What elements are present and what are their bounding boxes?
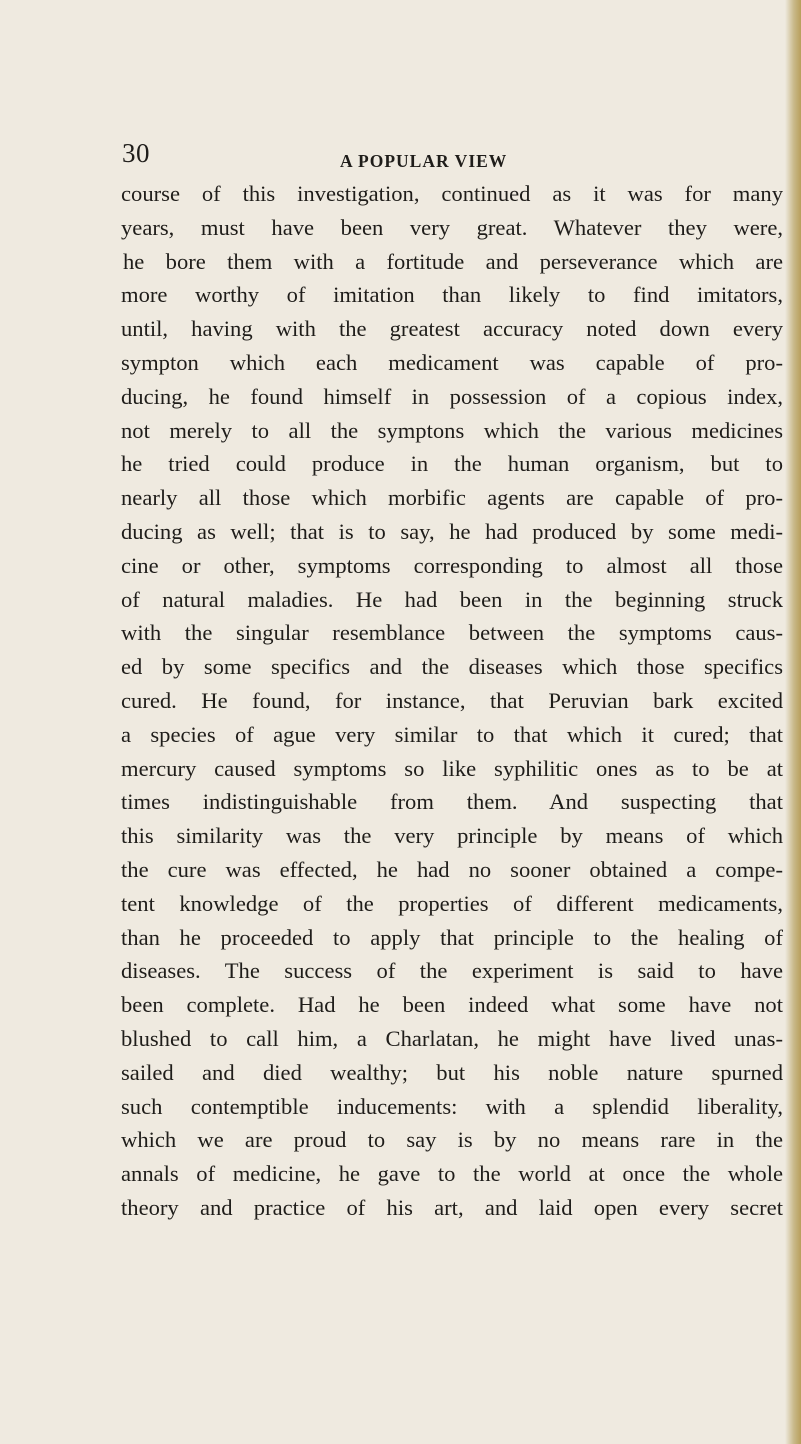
text-line: of natural maladies. He had been in the beginning struck (121, 586, 783, 612)
text-line: years, must have been very great. Whatever they were, (121, 214, 783, 240)
text-line: diseases. The success of the experiment is said to have (121, 958, 783, 984)
text-line: been complete. Had he been indeed what some have not (121, 992, 783, 1018)
text-line: he bore them with a fortitude and perseverance which are (123, 248, 783, 274)
text-line: than he proceeded to apply that principle to the healing of (121, 924, 783, 950)
text-line: not merely to all the symptons which the various medicines (121, 417, 783, 443)
text-line: blushed to call him, a Charlatan, he might have lived unas- (121, 1025, 783, 1051)
text-line: ducing as well; that is to say, he had produced by some medi- (121, 518, 783, 544)
text-line: a species of ague very similar to that which it cured; that (121, 721, 783, 747)
text-line: ed by some specifics and the diseases which those specifics (121, 654, 783, 680)
body-text (121, 177, 783, 1225)
text-line: theory and practice of his art, and laid open every secret (121, 1194, 783, 1220)
text-line: tent knowledge of the properties of different medicaments, (121, 890, 783, 916)
text-line: annals of medicine, he gave to the world at once the whole (121, 1161, 783, 1187)
text-line: times indistinguishable from them. And suspecting that (121, 789, 783, 815)
page-edge (785, 0, 801, 1444)
text-line: nearly all those which morbific agents are capable of pro- (121, 485, 783, 511)
text-line: the cure was effected, he had no sooner obtained a compe- (121, 856, 783, 882)
text-line: he tried could produce in the human organism, but to (121, 451, 783, 477)
text-line: course of this investigation, continued as it was for many (121, 181, 783, 206)
text-line: such contemptible inducements: with a splendid liberality, (121, 1093, 783, 1119)
text-line: cine or other, symptoms corresponding to almost all those (121, 552, 783, 578)
text-line: cured. He found, for instance, that Peruvian bark excited (121, 687, 783, 713)
running-head: A POPULAR VIEW (340, 151, 508, 171)
page-number: 30 (122, 138, 150, 168)
text-line: this similarity was the very principle by means of which (121, 823, 783, 849)
text-line: which we are proud to say is by no means rare in the (121, 1127, 783, 1153)
text-line: mercury caused symptoms so like syphilitic ones as to be at (121, 755, 783, 781)
text-line: sailed and died wealthy; but his noble nature spurned (121, 1059, 783, 1085)
text-line: more worthy of imitation than likely to find imitators, (121, 282, 783, 308)
text-line: sympton which each medicament was capable of pro- (121, 349, 783, 375)
text-line: with the singular resemblance between the symptoms caus- (121, 620, 783, 646)
text-line: ducing, he found himself in possession of a copious index, (121, 383, 783, 409)
text-line: until, having with the greatest accuracy noted down every (121, 316, 783, 342)
